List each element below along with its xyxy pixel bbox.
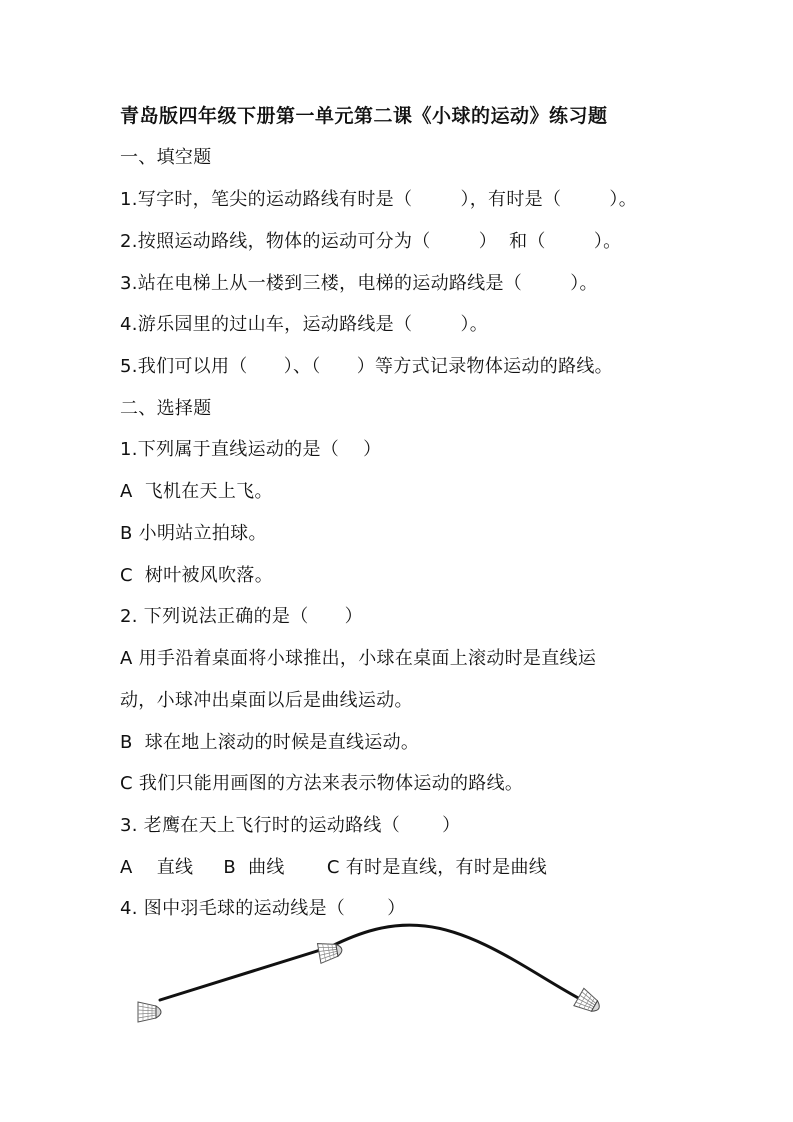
choice-question-2: 2. 下列说法正确的是（ ） <box>120 606 363 627</box>
choice-option-2a: A 用手沿着桌面将小球推出，小球在桌面上滚动时是直线运 <box>120 648 597 669</box>
choice-options-3: A 直线 B 曲线 C 有时是直线，有时是曲线 <box>120 857 548 878</box>
section-heading-choice: 二、选择题 <box>120 398 212 419</box>
trajectory-line <box>160 925 582 1000</box>
choice-option-1c: C 树叶被风吹落。 <box>120 565 274 586</box>
choice-question-3: 3. 老鹰在天上飞行时的运动路线（ ） <box>120 815 461 836</box>
fill-question-5: 5.我们可以用（ ）、（ ）等方式记录物体运动的路线。 <box>120 356 613 377</box>
shuttlecock-end <box>574 988 604 1017</box>
badminton-trajectory-figure <box>120 915 630 1035</box>
choice-option-1b: B 小明站立拍球。 <box>120 523 267 544</box>
worksheet-title: 青岛版四年级下册第一单元第二课《小球的运动》练习题 <box>120 105 608 127</box>
fill-question-1: 1.写字时，笔尖的运动路线有时是（ ），有时是（ ）。 <box>120 189 638 210</box>
choice-option-2a-continued: 动，小球冲出桌面以后是曲线运动。 <box>120 690 413 711</box>
choice-option-2b: B 球在地上滚动的时候是直线运动。 <box>120 732 420 753</box>
choice-question-1: 1.下列属于直线运动的是（ ） <box>120 439 382 460</box>
choice-option-2c: C 我们只能用画图的方法来表示物体运动的路线。 <box>120 773 524 794</box>
choice-question-4: 4. 图中羽毛球的运动线是（ ） <box>120 898 406 919</box>
choice-option-1a: A 飞机在天上飞。 <box>120 481 273 502</box>
section-heading-fill-in: 一、填空题 <box>120 147 212 168</box>
fill-question-3: 3.站在电梯上从一楼到三楼，电梯的运动路线是（ ）。 <box>120 273 598 294</box>
shuttlecock-start <box>138 1002 161 1022</box>
fill-question-4: 4.游乐园里的过山车，运动路线是（ ）。 <box>120 314 489 335</box>
fill-question-2: 2.按照运动路线，物体的运动可分为（ ） 和（ ）。 <box>120 231 622 252</box>
